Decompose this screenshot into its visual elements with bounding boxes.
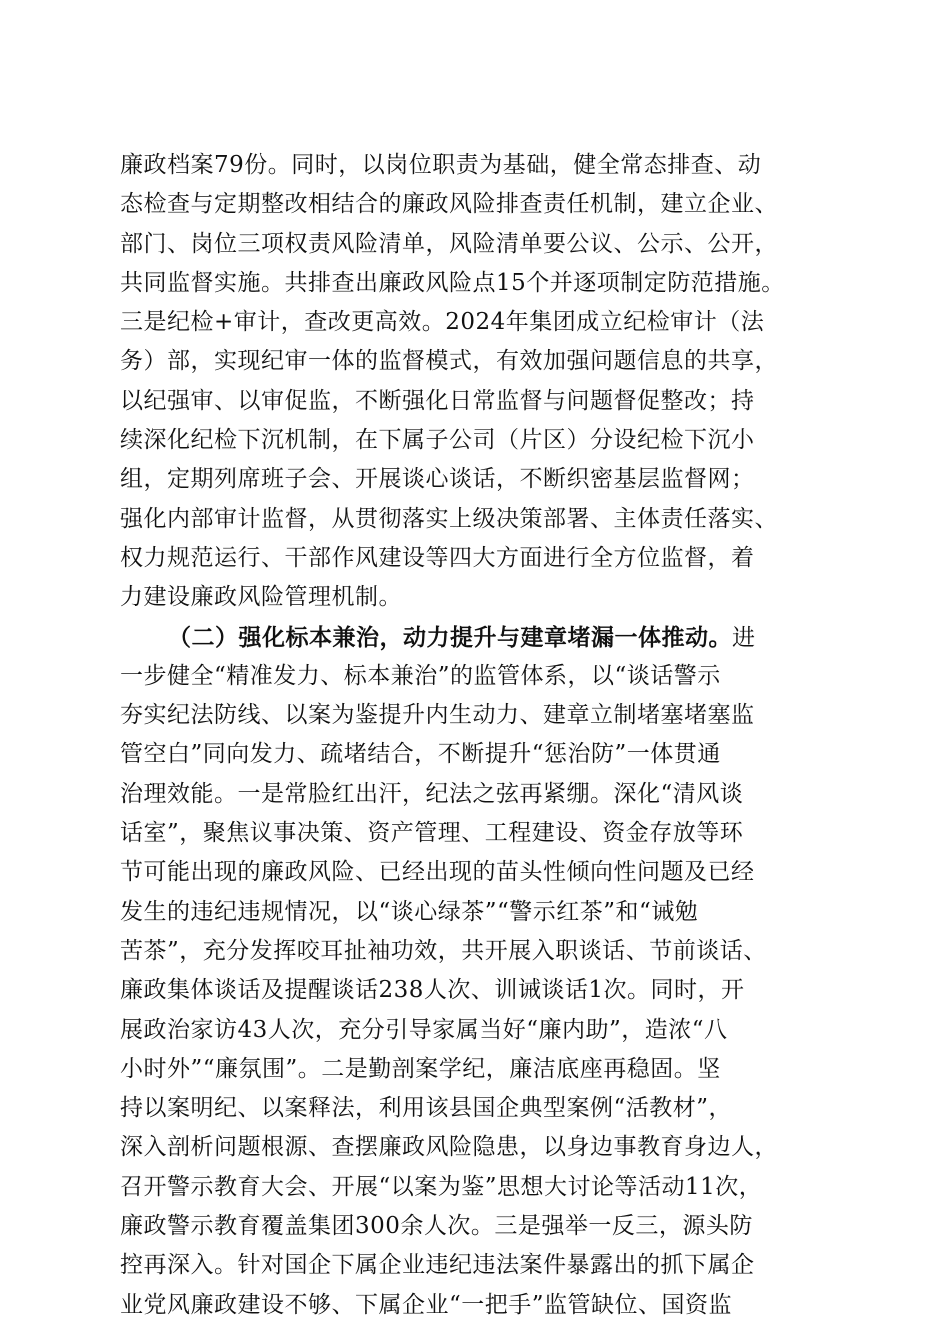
- text-line: 强化内部审计监督，从贯彻落实上级决策部署、主体责任落实、: [120, 505, 778, 532]
- text-line: 发生的违纪违规情况，以“谈心绿茶”“警示红茶”和“诫勉: [120, 898, 699, 925]
- text-line: 以纪强审、以审促监，不断强化日常监督与问题督促整改；持: [120, 387, 755, 414]
- text-line: 控再深入。针对国企下属企业违纪违法案件暴露出的抓下属企: [120, 1252, 755, 1279]
- text-line: 节可能出现的廉政风险、已经出现的苗头性倾向性问题及已经: [120, 859, 755, 886]
- text-line: 态检查与定期整改相结合的廉政风险排查责任机制，建立企业、: [120, 191, 778, 218]
- text-line: 务）部，实现纪审一体的监督模式，有效加强问题信息的共享，: [120, 348, 778, 375]
- text-line: 部门、岗位三项权责风险清单，风险清单要公议、公示、公开，: [120, 230, 778, 257]
- text-line: 治理效能。一是常脸红出汗，纪法之弦再紧绷。深化“清风谈: [120, 780, 744, 807]
- text-line: 话室”，聚焦议事决策、资产管理、工程建设、资金存放等环: [120, 820, 744, 847]
- text-line: 廉政警示教育覆盖集团300余人次。三是强举一反三，源头防: [120, 1213, 753, 1240]
- text-line: 小时外”“廉氛围”。二是勤剖案学纪，廉洁底座再稳固。坚: [120, 1055, 721, 1082]
- text-line: 共同监督实施。共排查出廉政风险点15个并逐项制定防范措施。: [120, 269, 785, 296]
- text-line: 深入剖析问题根源、查摆廉政风险隐患，以身边事教育身边人，: [120, 1134, 778, 1161]
- text-line: 权力规范运行、干部作风建设等四大方面进行全方位监督，着: [120, 544, 755, 571]
- text-line: 三是纪检+审计，查改更高效。2024年集团成立纪检审计（法: [120, 309, 765, 336]
- section-heading-continuation: 进: [732, 624, 756, 651]
- text-line: 力建设廉政风险管理机制。: [120, 584, 402, 611]
- text-line: 持以案明纪、以案释法，利用该县国企典型案例“活教材”，: [120, 1095, 733, 1122]
- text-line: 廉政档案79份。同时，以岗位职责为基础，健全常态排查、动: [120, 152, 762, 178]
- text-line: 组，定期列席班子会、开展谈心谈话，不断织密基层监督网；: [120, 466, 755, 493]
- section-heading: （二）强化标本兼治，动力提升与建章堵漏一体推动。: [168, 623, 732, 651]
- text-line: 业党风廉政建设不够、下属企业“一把手”监管缺位、国资监: [120, 1291, 733, 1318]
- text-line: 续深化纪检下沉机制，在下属子公司（片区）分设纪检下沉小: [120, 427, 755, 454]
- body-text: [120, 146, 832, 1325]
- text-line: 廉政集体谈话及提醒谈话238人次、训诫谈话1次。同时，开: [120, 977, 745, 1004]
- text-line: 管空白”同向发力、疏堵结合，不断提升“惩治防”一体贯通: [120, 741, 721, 768]
- text-line: 苦茶”，充分发挥咬耳扯袖功效，共开展入职谈话、节前谈话、: [120, 937, 767, 964]
- text-line: 一步健全“精准发力、标本兼治”的监管体系，以“谈话警示: [120, 662, 721, 689]
- section-heading-line: [120, 618, 832, 657]
- text-line: 夯实纪法防线、以案为鉴提升内生动力、建章立制堵塞堵塞监: [120, 702, 755, 729]
- text-line: 召开警示教育大会、开展“以案为鉴”思想大讨论等活动11次，: [120, 1173, 763, 1200]
- text-line: 展政治家访43人次，充分引导家属当好“廉内助”，造浓“八: [120, 1016, 728, 1043]
